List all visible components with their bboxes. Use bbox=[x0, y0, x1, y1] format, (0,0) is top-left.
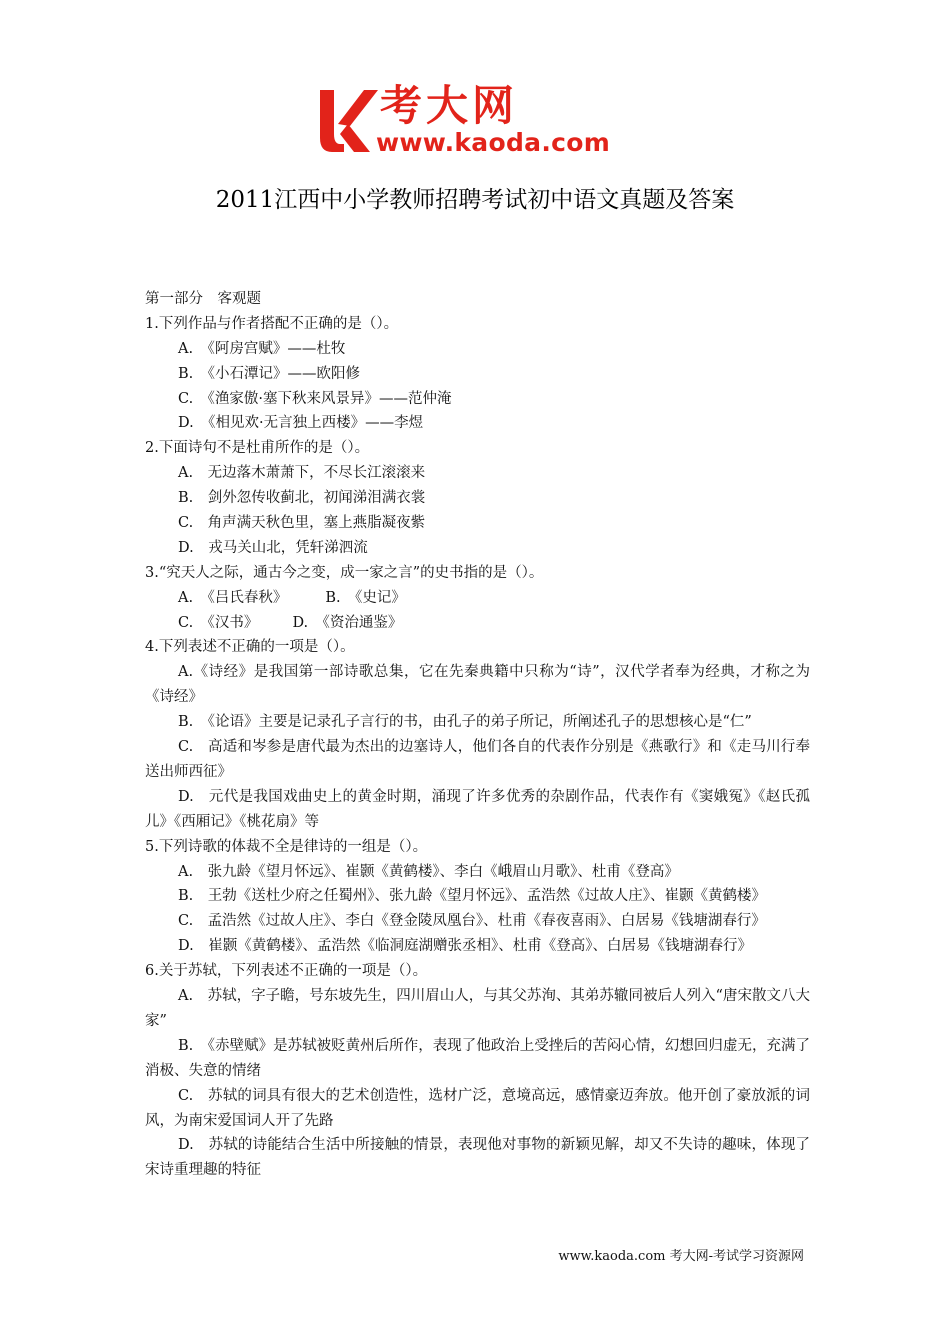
question-5-option-c: C. 孟浩然《过故人庄》、李白《登金陵凤凰台》、杜甫《春夜喜雨》、白居易《钱塘湖春行》 bbox=[178, 913, 766, 930]
site-logo bbox=[318, 80, 638, 160]
question-4-option-a: A.《诗经》是我国第一部诗歌总集，它在先秦典籍中只称为“诗”，汉代学者奉为经典，才称之为《诗经》 bbox=[145, 664, 810, 706]
question-5-option-d: D. 崔颢《黄鹤楼》、孟浩然《临洞庭湖赠张丞相》、杜甫《登高》、白居易《钱塘湖春行》 bbox=[178, 938, 752, 955]
question-6-stem: 6.关于苏轼，下列表述不正确的一项是（）。 bbox=[145, 963, 428, 980]
page-footer: www.kaoda.com 考大网-考试学习资源网 bbox=[558, 1249, 804, 1264]
question-3-stem: 3.“究天人之际，通古今之变，成一家之言”的史书指的是（）。 bbox=[145, 564, 544, 581]
page-title: 2011江西中小学教师招聘考试初中语文真题及答案 bbox=[215, 187, 735, 213]
question-3-options-row-2 bbox=[145, 611, 810, 636]
question-1-option-b: B. 《小石潭记》——欧阳修 bbox=[178, 365, 361, 382]
question-1-option-d: D. 《相见欢·无言独上西楼》——李煜 bbox=[178, 415, 424, 432]
question-2-stem: 2.下面诗句不是杜甫所作的是（）。 bbox=[145, 440, 370, 457]
question-6-option-c: C. 苏轼的词具有很大的艺术创造性，选材广泛，意境高远，感情豪迈奔放。他开创了豪放派的词风，为南宋爱国词人开了先路 bbox=[145, 1087, 810, 1129]
question-2-option-d: D. 戎马关山北，凭轩涕泗流 bbox=[178, 539, 368, 556]
question-4-stem: 4.下列表述不正确的一项是（）。 bbox=[145, 639, 355, 656]
question-6-option-a: A. 苏轼，字子瞻，号东坡先生，四川眉山人，与其父苏洵、其弟苏辙同被后人列入“唐宋散文八大家” bbox=[145, 988, 810, 1029]
question-6-option-d: D. 苏轼的诗能结合生活中所接触的情景，表现他对事物的新颖见解，却又不失诗的趣味，体现了宋诗重理趣的特征 bbox=[145, 1137, 810, 1179]
question-4-option-d: D. 元代是我国戏曲史上的黄金时期，涌现了许多优秀的杂剧作品，代表作有《窦娥冤》《赵氏孤儿》《西厢记》《桃花扇》等 bbox=[145, 788, 810, 830]
question-5-option-a: A. 张九龄《望月怀远》、崔颢《黄鹤楼》、李白《峨眉山月歌》、杜甫《登高》 bbox=[178, 863, 679, 880]
question-4-option-c: C. 高适和岑参是唐代最为杰出的边塞诗人，他们各自的代表作分别是《燕歌行》和《走马川行奉送出师西征》 bbox=[145, 739, 810, 780]
question-2-option-c: C. 角声满天秋色里，塞上燕脂凝夜紫 bbox=[178, 515, 426, 532]
question-3-option-c: C. 《汉书》 bbox=[178, 614, 259, 631]
question-3-option-b: B. 《史记》 bbox=[325, 589, 406, 606]
logo-url: www.kaoda.com bbox=[376, 128, 611, 157]
k-logo-icon bbox=[318, 84, 378, 156]
question-6-option-b: B. 《赤壁赋》是苏轼被贬黄州后所作，表现了他政治上受挫后的苦闷心情，幻想回归虚无，充满了消极、失意的情绪 bbox=[145, 1037, 810, 1079]
question-5-option-b: B. 王勃《送杜少府之任蜀州》、张九龄《望月怀远》、孟浩然《过故人庄》、崔颢《黄鹤楼》 bbox=[178, 888, 767, 905]
question-4-option-b: B. 《论语》主要是记录孔子言行的书，由孔子的弟子所记，所阐述孔子的思想核心是“仁” bbox=[178, 714, 752, 731]
question-2-option-b: B. 剑外忽传收蓟北，初闻涕泪满衣裳 bbox=[178, 490, 426, 507]
question-content bbox=[145, 287, 810, 1183]
question-1-stem: 1.下列作品与作者搭配不正确的是（）。 bbox=[145, 315, 399, 332]
question-3-options-row-1 bbox=[145, 586, 810, 611]
section-heading: 第一部分 客观题 bbox=[145, 291, 261, 307]
question-2-option-a: A. 无边落木萧萧下，不尽长江滚滚来 bbox=[178, 465, 426, 482]
question-3-option-d: D. 《资治通鉴》 bbox=[292, 614, 403, 631]
question-1-option-a: A. 《阿房宫赋》——杜牧 bbox=[178, 340, 346, 357]
logo-text-cn: 考大网 bbox=[380, 81, 519, 130]
question-5-stem: 5.下列诗歌的体裁不全是律诗的一组是（）。 bbox=[145, 838, 428, 855]
question-1-option-c: C. 《渔家傲·塞下秋来风景异》——范仲淹 bbox=[178, 390, 452, 407]
question-3-option-a: A. 《吕氏春秋》 bbox=[178, 589, 288, 606]
